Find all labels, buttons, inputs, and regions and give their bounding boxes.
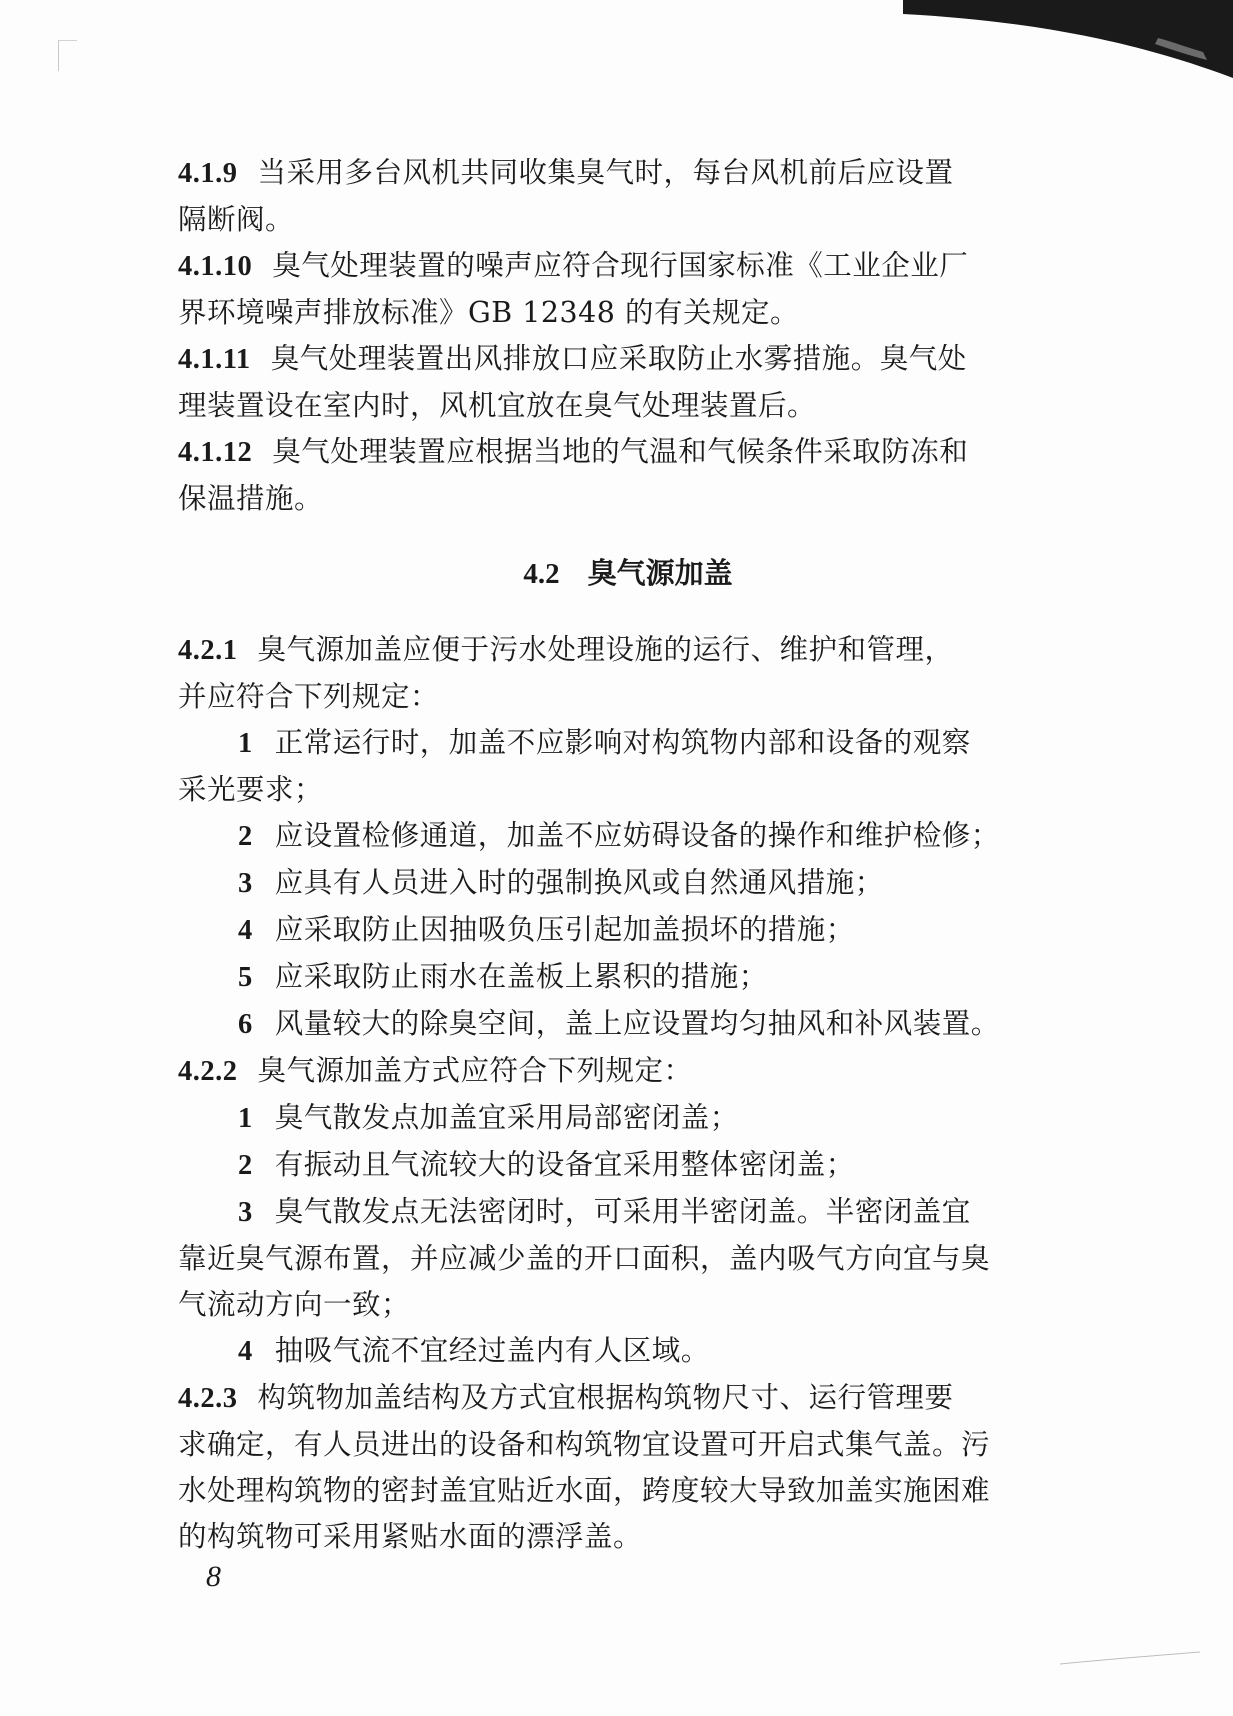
document-body	[178, 150, 1078, 1560]
list-item: 3 应具有人员进入时的强制换风或自然通风措施；	[238, 866, 884, 899]
list-item: 5 应采取防止雨水在盖板上累积的措施；	[238, 960, 768, 993]
scan-fold-mark	[58, 40, 77, 71]
section-heading: 4.2 臭气源加盖	[523, 556, 733, 590]
clause-4-1-11-cont: 理装置设在室内时，风机宜放在臭气处理装置后。	[178, 389, 817, 422]
clause-4-1-11: 4.1.11 臭气处理装置出风排放口应采取防止水雾措施。臭气处	[178, 342, 967, 375]
list-item: 3 臭气散发点无法密闭时，可采用半密闭盖。半密闭盖宜	[238, 1195, 971, 1228]
clause-4-2-1: 4.2.1 臭气源加盖应便于污水处理设施的运行、维护和管理，	[178, 633, 954, 666]
clause-4-2-3-cont: 求确定，有人员进出的设备和构筑物宜设置可开启式集气盖。污	[178, 1428, 991, 1461]
clause-4-1-12: 4.1.12 臭气处理装置应根据当地的气温和气候条件采取防冻和	[178, 435, 969, 468]
list-item: 4 抽吸气流不宜经过盖内有人区域。	[238, 1334, 710, 1367]
list-item-cont: 采光要求；	[178, 773, 324, 806]
list-item-cont: 靠近臭气源布置，并应减少盖的开口面积，盖内吸气方向宜与臭	[178, 1242, 991, 1275]
list-item: 1 正常运行时，加盖不应影响对构筑物内部和设备的观察	[238, 726, 971, 759]
list-item: 1 臭气散发点加盖宜采用局部密闭盖；	[238, 1101, 739, 1134]
page-number: 8	[206, 1560, 221, 1593]
list-item-cont: 气流动方向一致；	[178, 1288, 411, 1321]
clause-4-1-9: 4.1.9 当采用多台风机共同收集臭气时，每台风机前后应设置	[178, 156, 954, 189]
clause-4-1-10-cont: 界环境噪声排放标准》GB 12348 的有关规定。	[178, 296, 799, 329]
clause-4-1-9-cont: 隔断阀。	[178, 203, 295, 236]
clause-4-2-1-cont: 并应符合下列规定：	[178, 680, 440, 713]
list-item: 2 应设置检修通道，加盖不应妨碍设备的操作和维护检修；	[238, 819, 1000, 852]
clause-4-1-10: 4.1.10 臭气处理装置的噪声应符合现行国家标准《工业企业厂	[178, 249, 969, 282]
clause-4-2-3-cont: 的构筑物可采用紧贴水面的漂浮盖。	[178, 1520, 643, 1553]
scan-scratch-mark	[1060, 1650, 1200, 1670]
clause-4-2-3-cont: 水处理构筑物的密封盖宜贴近水面，跨度较大导致加盖实施困难	[178, 1474, 991, 1507]
list-item: 4 应采取防止因抽吸负压引起加盖损坏的措施；	[238, 913, 855, 946]
list-item: 2 有振动且气流较大的设备宜采用整体密闭盖；	[238, 1148, 855, 1181]
scan-corner-shadow	[903, 0, 1233, 100]
list-item: 6 风量较大的除臭空间，盖上应设置均匀抽风和补风装置。	[238, 1007, 1000, 1040]
clause-4-2-3: 4.2.3 构筑物加盖结构及方式宜根据构筑物尺寸、运行管理要	[178, 1381, 954, 1414]
clause-4-1-12-cont: 保温措施。	[178, 482, 324, 515]
clause-4-2-2: 4.2.2 臭气源加盖方式应符合下列规定：	[178, 1054, 693, 1087]
